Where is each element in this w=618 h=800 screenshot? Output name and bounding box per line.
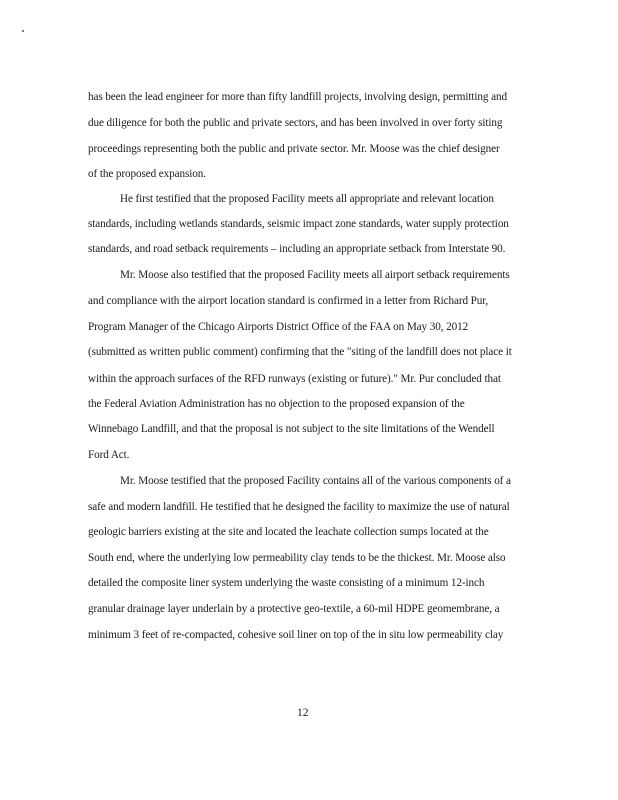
text-line: within the approach surfaces of the RFD runways (existing or future)." Mr. Pur concluded that [88, 373, 501, 385]
text-line: Program Manager of the Chicago Airports District Office of the FAA on May 30, 2012 [88, 321, 469, 333]
text-line: and compliance with the airport location standard is confirmed in a letter from Richard Pur, [88, 295, 489, 307]
text-line: He first testified that the proposed Facility meets all appropriate and relevant location [120, 193, 494, 205]
text-line: due diligence for both the public and private sectors, and has been involved in over forty siting [88, 117, 503, 129]
page-number: 12 [297, 707, 309, 719]
text-line: (submitted as written public comment) confirming that the "siting of the landfill does not place it [88, 346, 512, 358]
scan-speck [22, 30, 24, 32]
text-line: of the proposed expansion. [88, 168, 206, 180]
text-line: minimum 3 feet of re-compacted, cohesive soil liner on top of the in situ low permeability clay [88, 629, 504, 641]
text-line: Mr. Moose also testified that the proposed Facility meets all airport setback requirements [120, 269, 510, 281]
text-line: proceedings representing both the public and private sector. Mr. Moose was the chief designer [88, 143, 500, 155]
text-line: granular drainage layer underlain by a protective geo-textile, a 60-mil HDPE geomembrane, a [88, 603, 500, 615]
text-line: detailed the composite liner system underlying the waste consisting of a minimum 12-inch [88, 577, 485, 589]
text-line: the Federal Aviation Administration has no objection to the proposed expansion of the [88, 398, 465, 410]
text-line: has been the lead engineer for more than fifty landfill projects, involving design, permitting and [88, 91, 507, 103]
text-line: safe and modern landfill. He testified that he designed the facility to maximize the use of natural [88, 501, 510, 513]
text-line: South end, where the underlying low permeability clay tends to be the thickest. Mr. Moose also [88, 552, 506, 564]
text-line: geologic barriers existing at the site and located the leachate collection sumps located at the [88, 526, 489, 538]
text-line: standards, and road setback requirements – including an appropriate setback from Interstate 90. [88, 243, 506, 255]
text-line: Mr. Moose testified that the proposed Facility contains all of the various components of a [120, 475, 511, 487]
text-line: Ford Act. [88, 449, 130, 461]
text-line: Winnebago Landfill, and that the proposal is not subject to the site limitations of the Wendell [88, 423, 495, 435]
text-line: standards, including wetlands standards, seismic impact zone standards, water supply protection [88, 218, 509, 230]
